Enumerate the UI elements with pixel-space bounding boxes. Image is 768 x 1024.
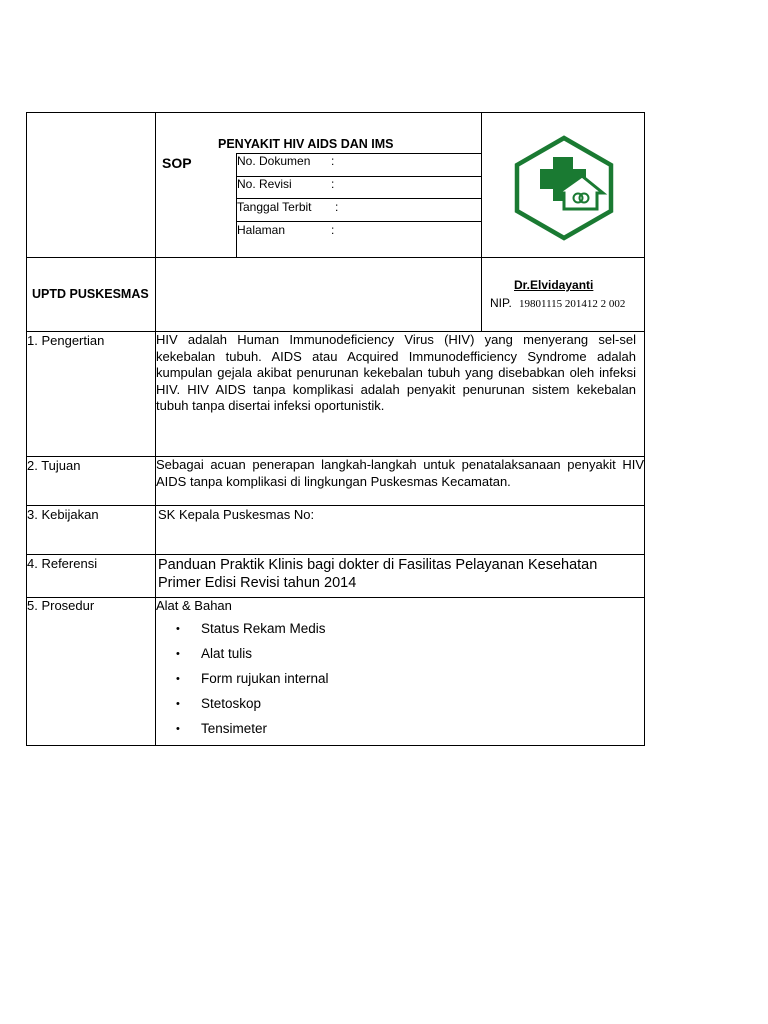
section-label-referensi: 4. Referensi [27, 556, 98, 571]
list-item [176, 695, 329, 720]
list-item-text: Stetoskop [201, 696, 262, 711]
list-item [176, 670, 329, 695]
section-label-kebijakan: 3. Kebijakan [27, 507, 99, 522]
bullet-icon: • [176, 673, 180, 685]
list-item [176, 620, 329, 645]
table-border-top [26, 112, 645, 113]
section-text-referensi: Panduan Praktik Klinis bagi dokter di Fasilitas Pelayanan Kesehatan Primer Edisi Revisi tahun 2014 [158, 557, 598, 591]
table-rule [26, 554, 645, 555]
table-column-divider [481, 112, 482, 332]
field-label-halaman: Halaman [237, 223, 286, 237]
list-item-text: Alat tulis [201, 646, 253, 661]
field-label-tanggal: Tanggal Terbit [237, 200, 312, 214]
table-column-divider [155, 112, 156, 746]
list-item [176, 645, 329, 670]
bullet-icon: • [176, 698, 180, 710]
nip-label: NIP. [490, 296, 512, 310]
section-text-tujuan: Sebagai acuan penerapan langkah-langkah untuk penatalaksanaan penyakit HIV AIDS tanpa komplikasi di lingkungan Puskesmas Kecamatan. [156, 457, 644, 489]
field-label-revisi: No. Revisi [237, 177, 292, 191]
table-border-right [644, 112, 645, 746]
table-border-left [26, 112, 27, 746]
list-item-text: Tensimeter [201, 721, 268, 736]
signer-name: Dr.Elvidayanti [514, 278, 594, 292]
section-text-kebijakan: SK Kepala Puskesmas No: [158, 507, 315, 522]
section-text-prosedur: Alat & Bahan [156, 598, 232, 613]
field-label-dokumen: No. Dokumen [237, 154, 311, 168]
field-sep: : [331, 177, 335, 191]
list-item [176, 720, 329, 745]
section-label-pengertian: 1. Pengertian [27, 333, 105, 348]
section-label-prosedur: 5. Prosedur [27, 598, 95, 613]
org-name: UPTD PUSKESMAS [32, 287, 149, 301]
field-sep: : [331, 154, 335, 168]
puskesmas-logo-icon [513, 135, 615, 241]
table-rule [26, 597, 645, 598]
list-item-text: Status Rekam Medis [201, 621, 326, 636]
prosedur-item-list [176, 620, 329, 745]
section-text-pengertian: HIV adalah Human Immunodeficiency Virus (HIV) yang menyerang sel-sel kekebalan tubuh. AIDS atau Acquired Immunodefficiency Syndrome adalah kumpulan gejala akibat penurunan kekebalan tubuh yang disebabkan oleh infeksi HIV. HIV AIDS tanpa komplikasi adalah penyakit penurunan sistem kekebalan tubuh tanpa disertai infeksi oportunistik. [156, 332, 636, 413]
table-rule [26, 505, 645, 506]
list-item-text: Form rujukan internal [201, 671, 329, 686]
document-title: PENYAKIT HIV AIDS DAN IMS [218, 137, 394, 151]
table-border-bottom [26, 745, 645, 746]
bullet-icon: • [176, 623, 180, 635]
field-sep: : [331, 223, 335, 237]
sop-label: SOP [162, 155, 192, 171]
field-sep: : [335, 200, 339, 214]
bullet-icon: • [176, 723, 180, 735]
section-label-tujuan: 2. Tujuan [27, 458, 81, 473]
table-rule [26, 257, 645, 258]
bullet-icon: • [176, 648, 180, 660]
nip-value: 19801115 201412 2 002 [519, 298, 626, 310]
